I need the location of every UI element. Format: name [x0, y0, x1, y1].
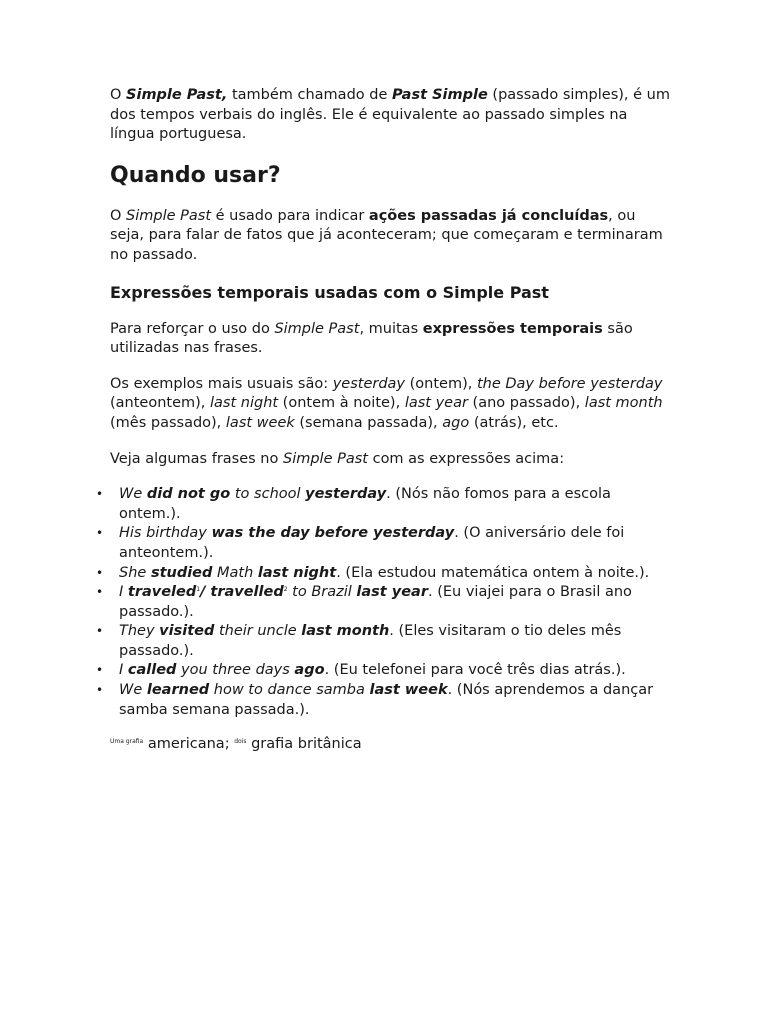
reinforce-text: , muitas — [359, 320, 423, 337]
example-time-expression: yesterday — [305, 486, 387, 503]
expression-last-year: last year — [404, 395, 468, 412]
bullet-icon: • — [96, 663, 104, 678]
example-verb: learned — [146, 682, 210, 699]
term-simple-past: Simple Past — [282, 450, 368, 467]
reinforce-emphasis: expressões temporais — [422, 320, 603, 337]
example-translation: . (Nós aprendemos a dançar samba semana passada.). — [119, 682, 654, 718]
usual-text: Os exemplos mais usuais são: — [110, 375, 333, 392]
example-translation: . (O aniversário dele foi anteontem.). — [119, 525, 625, 561]
usage-text: , ou seja, para falar de fatos que já aconteceram; que começaram e terminaram no passado. — [110, 207, 663, 263]
example-text: you three days — [176, 662, 295, 679]
example-text: I — [119, 584, 128, 601]
usage-paragraph — [110, 207, 670, 266]
intro-text: O — [110, 87, 127, 103]
bullet-icon: • — [96, 526, 104, 541]
bullet-icon: • — [96, 683, 104, 698]
example-time-expression: last night — [257, 564, 337, 581]
example-verb: was the day before yesterday — [211, 525, 455, 542]
example-verb: traveled — [127, 584, 197, 601]
example-text: We — [119, 486, 147, 503]
expression-last-month: last month — [584, 395, 663, 412]
example-time-expression: ago — [294, 662, 325, 679]
expression-ago: ago — [442, 414, 470, 431]
footnote-marker: 1 — [196, 586, 201, 594]
bullet-icon: • — [96, 565, 104, 580]
usage-text: é usado para indicar — [211, 207, 369, 224]
example-text: His birthday — [119, 525, 212, 542]
bullet-icon: • — [96, 624, 104, 639]
example-text: We — [119, 682, 147, 699]
intro-text: também chamado de — [227, 87, 392, 103]
expression-last-night: last night — [210, 395, 279, 412]
footnote-text: americana; — [143, 736, 235, 753]
usage-emphasis: ações passadas já concluídas — [368, 207, 609, 224]
bullet-icon: • — [96, 585, 104, 600]
example-text: their uncle — [214, 623, 302, 640]
example-text: to school — [230, 486, 306, 503]
example-text: to Brazil — [287, 584, 357, 601]
example-verb: called — [127, 662, 177, 679]
list-item — [96, 485, 670, 524]
reinforce-text: Para reforçar o uso do — [110, 320, 275, 337]
gloss: (ontem), — [405, 375, 477, 392]
footnote-text: grafia britânica — [246, 736, 362, 753]
footnote-marker: 2 — [283, 586, 288, 594]
example-text: They — [119, 623, 160, 640]
expression-yesterday: yesterday — [332, 375, 406, 392]
heading-when-to-use: Quando usar? — [110, 162, 281, 188]
intro-paragraph — [110, 86, 670, 145]
expression-last-week: last week — [225, 414, 295, 431]
bullet-icon: • — [96, 487, 104, 502]
gloss: (anteontem), — [110, 395, 211, 412]
term-simple-past: Simple Past, — [126, 87, 228, 103]
footnote-marker: Uma grafia — [110, 738, 144, 746]
term-simple-past: Simple Past — [274, 320, 360, 337]
see-examples-paragraph — [110, 450, 670, 470]
term-past-simple: Past Simple — [391, 87, 488, 103]
list-item — [96, 622, 670, 661]
example-translation: . (Nós não fomos para a escola ontem.). — [119, 486, 611, 522]
example-verb: / travelled — [200, 584, 284, 601]
expression-day-before-yesterday: the Day before yesterday — [476, 375, 663, 392]
see-text: com as expressões acima: — [367, 450, 565, 467]
example-verb: did not go — [146, 486, 231, 503]
subheading-time-expressions: Expressões temporais usadas com o Simple Past — [110, 282, 549, 302]
example-time-expression: last week — [369, 682, 448, 699]
document-body — [96, 86, 670, 755]
intro-text: (passado simples), é um dos tempos verbais do inglês. Ele é equivalente ao passado simples na língua portuguesa. — [110, 87, 670, 143]
list-item — [96, 583, 670, 622]
example-text: I — [119, 662, 128, 679]
example-translation: . (Eles visitaram o tio deles mês passado.). — [119, 623, 622, 659]
gloss: (ontem à noite), — [278, 395, 405, 412]
example-translation: . (Eu viajei para o Brasil ano passado.). — [119, 584, 632, 620]
gloss: (semana passada), — [294, 414, 443, 431]
gloss: (mês passado), — [110, 414, 226, 431]
examples-list — [96, 485, 670, 720]
reinforce-text: são utilizadas nas frases. — [110, 320, 633, 357]
footnote-marker: dois — [234, 738, 247, 746]
usual-expressions-paragraph — [110, 375, 670, 434]
example-verb: visited — [159, 623, 215, 640]
footnote — [110, 735, 670, 755]
term-simple-past: Simple Past — [126, 207, 212, 224]
example-verb: studied — [150, 564, 213, 581]
example-time-expression: last year — [356, 584, 428, 601]
example-text: Math — [212, 564, 258, 581]
list-item — [96, 681, 670, 720]
list-item — [96, 661, 670, 681]
example-translation: . (Eu telefonei para você três dias atrás.). — [324, 662, 626, 679]
list-item — [96, 564, 670, 584]
example-text: how to dance samba — [209, 682, 370, 699]
reinforce-paragraph — [110, 320, 670, 359]
example-text: She — [119, 564, 151, 581]
gloss: (ano passado), — [467, 395, 585, 412]
see-text: Veja algumas frases no — [110, 450, 283, 467]
example-time-expression: last month — [301, 623, 390, 640]
gloss: (atrás), etc. — [469, 414, 559, 431]
list-item — [96, 524, 670, 563]
example-translation: . (Ela estudou matemática ontem à noite.). — [336, 564, 650, 581]
usage-text: O — [110, 207, 127, 224]
